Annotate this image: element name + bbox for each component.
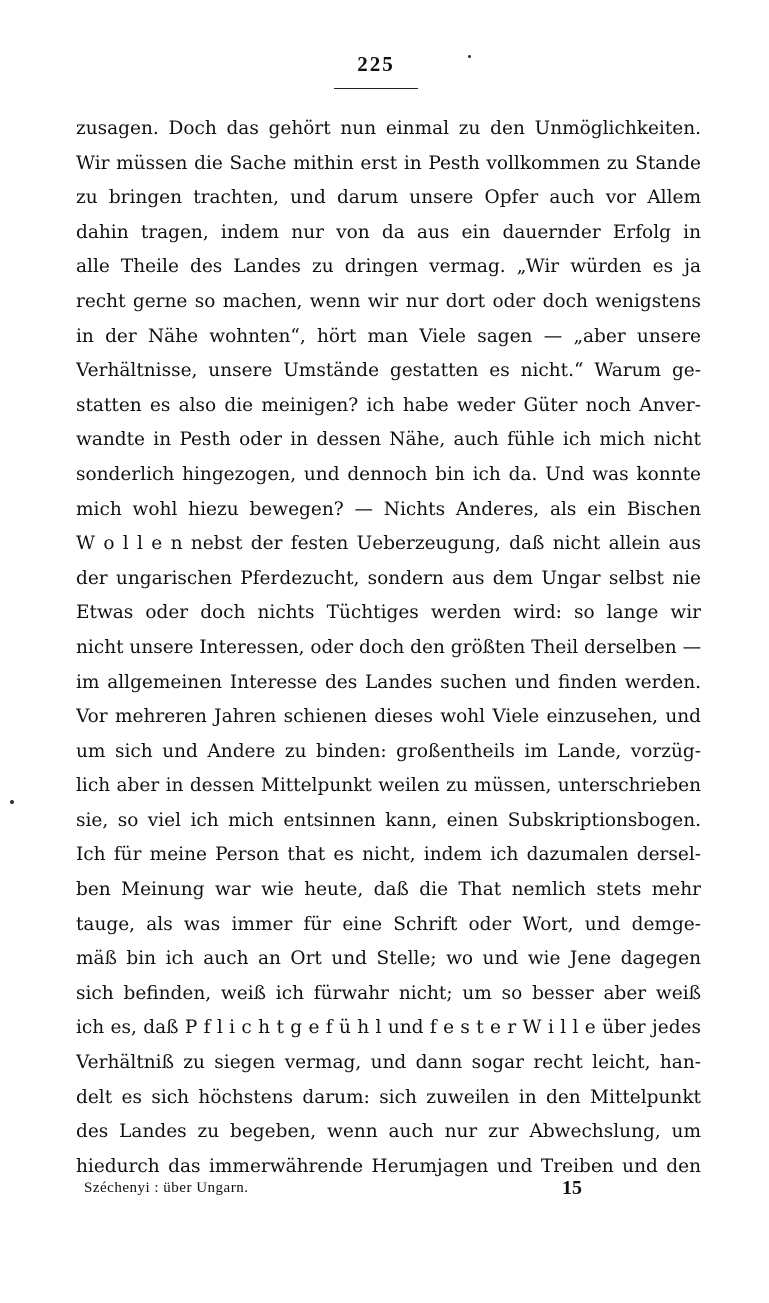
text-line: Verhältniß zu siegen vermag, und dann sogar recht leicht, han-	[76, 1052, 701, 1074]
text-line: zusagen. Doch das gehört nun einmal zu den Unmöglichkeiten.	[76, 118, 701, 139]
text-line: hiedurch das immerwährende Herumjagen und Treiben und den	[76, 1155, 701, 1177]
text-line: sich befinden, weiß ich fürwahr nicht; um so besser aber weiß	[76, 982, 701, 1004]
text-line: zu bringen trachten, und darum unsere Opfer auch vor Allem	[76, 187, 701, 209]
body-text	[76, 112, 701, 1184]
text-line: Vor mehreren Jahren schienen dieses wohl Viele einzusehen, und	[76, 706, 701, 728]
text-line: des Landes zu begeben, wenn auch nur zur Abwechslung, um	[76, 1121, 701, 1143]
signature-mark: Széchenyi : über Ungarn.	[84, 1180, 249, 1196]
text-line: recht gerne so machen, wenn wir nur dort oder doch wenigstens	[76, 290, 701, 312]
text-line: ich es, daß P f l i c h t g e f ü h l und f e s t e r W i l l e über jedes	[76, 1017, 701, 1039]
ink-speck	[468, 55, 471, 58]
text-line: mäß bin ich auch an Ort und Stelle; wo und wie Jene dagegen	[76, 948, 701, 970]
text-line: delt es sich höchstens darum: sich zuweilen in den Mittelpunkt	[76, 1086, 701, 1108]
text-line: der ungarischen Pferdezucht, sondern aus dem Ungar selbst nie	[76, 567, 701, 589]
text-line: dahin tragen, indem nur von da aus ein dauernder Erfolg in	[76, 221, 701, 243]
text-line: nicht unsere Interessen, oder doch den größten Theil derselben —	[76, 636, 701, 658]
text-line: W o l l e n nebst der festen Ueberzeugung, daß nicht allein aus	[76, 533, 701, 555]
sheet-number: 15	[562, 1177, 582, 1199]
text-line: sonderlich hingezogen, und dennoch bin ich da. Und was konnte	[76, 463, 701, 485]
text-line: in der Nähe wohnten“, hört man Viele sagen — „aber unsere	[76, 325, 701, 347]
text-line: statten es also die meinigen? ich habe weder Güter noch Anver-	[76, 394, 701, 416]
text-line: im allgemeinen Interesse des Landes suchen und finden werden.	[76, 671, 701, 693]
text-line: Wir müssen die Sache mithin erst in Pesth vollkommen zu Stande	[76, 152, 701, 174]
text-line: Verhältnisse, unsere Umstände gestatten es nicht.“ Warum ge-	[76, 360, 701, 382]
text-line: Ich für meine Person that es nicht, indem ich dazumalen dersel-	[76, 844, 701, 866]
text-line: alle Theile des Landes zu dringen vermag. „Wir würden es ja	[76, 256, 701, 278]
ink-speck	[10, 800, 14, 804]
text-line: mich wohl hiezu bewegen? — Nichts Anderes, als ein Bischen	[76, 498, 701, 520]
page-footer	[84, 1177, 600, 1210]
header-rule	[334, 88, 418, 89]
text-line: lich aber in dessen Mittelpunkt weilen zu müssen, unterschrieben	[76, 775, 701, 797]
text-line: wandte in Pesth oder in dessen Nähe, auch fühle ich mich nicht	[76, 429, 701, 451]
text-line: sie, so viel ich mich entsinnen kann, einen Subskriptionsbogen.	[76, 809, 701, 831]
text-line: tauge, als was immer für eine Schrift oder Wort, und demge-	[76, 913, 701, 935]
text-line: Etwas oder doch nichts Tüchtiges werden wird: so lange wir	[76, 602, 701, 624]
page-number: 225	[357, 52, 395, 76]
text-line: ben Meinung war wie heute, daß die That nemlich stets mehr	[76, 879, 701, 901]
text-line: um sich und Andere zu binden: großentheils im Lande, vorzüg-	[76, 740, 701, 762]
